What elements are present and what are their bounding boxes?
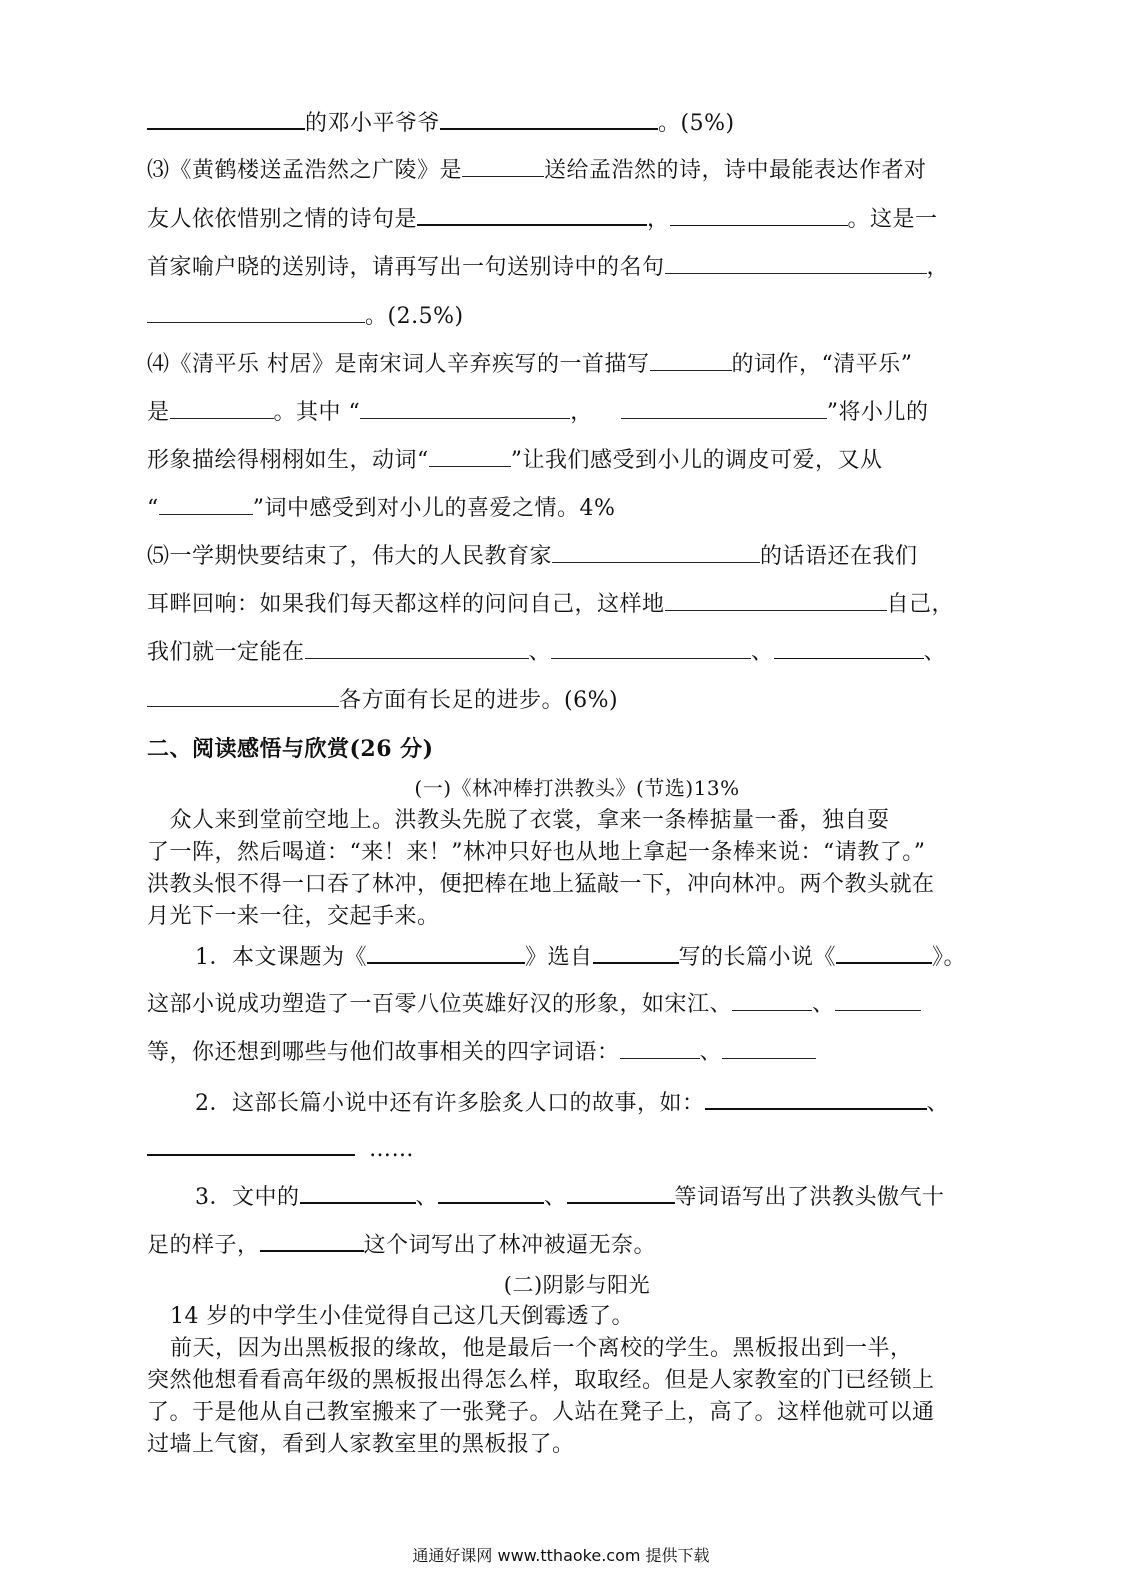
- q5-line-2: [147, 590, 1007, 620]
- q3-text: 送给孟浩然的诗，诗中最能表达作者对: [544, 158, 927, 183]
- s2-q2-line-2: [147, 1134, 1007, 1165]
- q3-line-4: [147, 302, 1007, 332]
- passage-1-line: 了一阵，然后喝道：“来！来！”林冲只好也从地上拿起一条棒来说：“请教了。”: [147, 840, 926, 865]
- answer-blank[interactable]: [593, 942, 679, 964]
- answer-blank[interactable]: [147, 686, 339, 707]
- q4-line-4: [147, 494, 1007, 524]
- q3-line-2: [147, 204, 1007, 235]
- q3-score: 。(2.5%): [365, 304, 464, 329]
- passage-2-line: 突然他想看看高年级的黑板报出得怎么样，取取经。但是人家教室的门已经锁上: [147, 1368, 935, 1393]
- passage-1-line: 洪教头恨不得一口吞了林冲，便把棒在地上猛敲一下，冲向林冲。两个教头就在: [147, 872, 935, 897]
- answer-blank[interactable]: [417, 204, 647, 226]
- s2-q1-text: 等，你还想到哪些与他们故事相关的四字词语：: [147, 1040, 620, 1065]
- answer-blank[interactable]: [705, 1088, 927, 1110]
- s2-q1-text: 、: [699, 1040, 723, 1065]
- section-2-title: 二、阅读感悟与欣赏(26 分): [147, 736, 434, 762]
- q4-text: ”将小儿的: [826, 400, 929, 425]
- answer-blank[interactable]: [670, 205, 848, 226]
- q2-score: 。(5%): [658, 111, 735, 136]
- answer-blank[interactable]: [170, 398, 274, 419]
- q4-text: “: [147, 496, 159, 521]
- q4-text: ”让我们感受到小儿的调皮可爱，又从: [510, 448, 883, 473]
- s2-q1-text: 、: [812, 992, 835, 1017]
- s2-q3-text: 等词语写出了洪教头傲气十: [674, 1185, 945, 1210]
- q4-line-2: [147, 398, 1007, 428]
- answer-blank[interactable]: [305, 638, 529, 659]
- s2-q1-text: 》。: [932, 945, 967, 970]
- answer-blank[interactable]: [722, 1038, 816, 1059]
- answer-blank[interactable]: [300, 1182, 416, 1204]
- answer-blank[interactable]: [732, 990, 812, 1011]
- s2-q1-text: 》选自: [525, 945, 593, 970]
- q5-text: 自己，: [886, 592, 955, 617]
- q4-text: 形象描绘得栩栩如生，动词“: [147, 448, 429, 473]
- answer-blank[interactable]: [665, 253, 927, 274]
- q2-tail-line: [147, 108, 1007, 139]
- footer-watermark: 通通好课网 www.tthaoke.com 提供下载: [412, 1546, 710, 1565]
- answer-blank[interactable]: [552, 542, 760, 563]
- answer-blank[interactable]: [147, 108, 305, 130]
- q5-text: 我们就一定能在: [147, 640, 305, 665]
- q3-text: 友人依依惜别之情的诗句是: [147, 207, 418, 232]
- q3-line-1: [147, 156, 1007, 186]
- q4-text: ”词中感受到对小儿的喜爱之情。4%: [252, 496, 616, 521]
- passage-1-line: 众人来到堂前空地上。洪教头先脱了衣裳，拿来一条棒掂量一番，独自耍: [147, 808, 890, 833]
- q4-text: 是: [147, 400, 170, 425]
- s2-q3-text: 、: [415, 1185, 439, 1210]
- q5-line-3: [147, 638, 1007, 668]
- answer-blank[interactable]: [159, 494, 253, 515]
- q3-text: 。这是一: [847, 207, 938, 232]
- s2-q3-text: 足的样子，: [147, 1233, 260, 1258]
- passage-1-line: 月光下一来一往，交起手来。: [147, 904, 440, 929]
- q5-text: 的话语还在我们: [760, 544, 918, 569]
- s2-q2-line-1: [195, 1088, 1007, 1119]
- passage-2-line: 过墙上气窗，看到人家教室里的黑板报了。: [147, 1432, 575, 1457]
- answer-blank[interactable]: [360, 398, 570, 419]
- reading-1-title: (一)《林冲棒打洪教头》(节选)13%: [414, 776, 740, 800]
- passage-2-line: 前天，因为出黑板报的缘故，他是最后一个离校的学生。黑板报出到一半，: [170, 1336, 913, 1361]
- q3-text: ⑶《黄鹤楼送孟浩然之广陵》是: [147, 158, 463, 183]
- q4-text: 。其中 “: [273, 400, 361, 425]
- s2-q1-line-2: [147, 990, 1007, 1020]
- answer-blank[interactable]: [260, 1230, 364, 1252]
- answer-blank[interactable]: [620, 1038, 700, 1059]
- s2-q3-line-2: [147, 1230, 1007, 1261]
- q5-text: ⑸一学期快要结束了，伟大的人民教育家: [147, 544, 553, 569]
- passage-2-line: 了。于是他从自己教室搬来了一张凳子。人站在凳子上，高了。这样他就可以通: [147, 1400, 935, 1425]
- q5-text: 、: [528, 640, 552, 665]
- q4-line-1: [147, 350, 1007, 380]
- answer-blank[interactable]: [835, 990, 921, 1011]
- answer-blank[interactable]: [836, 942, 932, 964]
- answer-blank[interactable]: [665, 590, 887, 611]
- s2-q1-line-3: [147, 1038, 1007, 1068]
- q5-score: 各方面有长足的进步。(6%): [339, 688, 619, 713]
- q2-label: 的邓小平爷爷: [305, 111, 441, 136]
- answer-blank[interactable]: [147, 1134, 355, 1156]
- q5-text: 耳畔回响：如果我们每天都这样的问问自己，这样地: [147, 592, 665, 617]
- s2-q3-text: 这个词写出了林冲被逼无奈。: [363, 1233, 657, 1258]
- passage-2-line: 14 岁的中学生小佳觉得自己这几天倒霉透了。: [170, 1304, 634, 1329]
- s2-q3-text: 3．文中的: [195, 1185, 300, 1210]
- q4-text: 的词作，“清平乐”: [731, 352, 913, 377]
- s2-q1-text: 1．本文课题为《: [195, 945, 367, 970]
- q4-line-3: [147, 446, 1007, 476]
- answer-blank[interactable]: [621, 398, 827, 419]
- s2-q2-text: ……: [369, 1137, 414, 1162]
- answer-blank[interactable]: [462, 156, 544, 177]
- q4-text: ⑷《清平乐 村居》是南宋词人辛弃疾写的一首描写: [147, 352, 650, 377]
- s2-q3-text: 、: [544, 1185, 567, 1210]
- q5-line-1: [147, 542, 1007, 572]
- answer-blank[interactable]: [429, 446, 511, 467]
- answer-blank[interactable]: [367, 942, 525, 964]
- q3-text: ，: [647, 207, 670, 232]
- q5-text: 、: [751, 640, 774, 665]
- q3-line-3: [147, 253, 1007, 283]
- s2-q2-text: 、: [926, 1091, 950, 1116]
- q4-text: ，: [570, 400, 593, 425]
- answer-blank[interactable]: [551, 638, 751, 659]
- answer-blank[interactable]: [650, 350, 732, 371]
- s2-q1-text: 这部小说成功塑造了一百零八位英雄好汉的形象，如宋江、: [147, 992, 733, 1017]
- q5-line-4: [147, 686, 1007, 716]
- reading-2-title: (二)阴影与阳光: [503, 1273, 651, 1297]
- q5-text: 、: [923, 640, 947, 665]
- s2-q1-line-1: [195, 942, 1007, 973]
- s2-q2-text: 2．这部长篇小说中还有许多脍炙人口的故事，如：: [195, 1091, 705, 1116]
- q3-text: ，: [926, 255, 950, 280]
- answer-blank[interactable]: [147, 302, 365, 323]
- s2-q1-text: 写的长篇小说《: [678, 945, 837, 970]
- answer-blank[interactable]: [438, 1182, 544, 1204]
- answer-blank[interactable]: [440, 108, 658, 130]
- s2-q3-line-1: [195, 1182, 1007, 1213]
- answer-blank[interactable]: [774, 638, 924, 659]
- answer-blank[interactable]: [567, 1182, 675, 1204]
- q3-text: 首家喻户晓的送别诗，请再写出一句送别诗中的名句: [147, 255, 665, 280]
